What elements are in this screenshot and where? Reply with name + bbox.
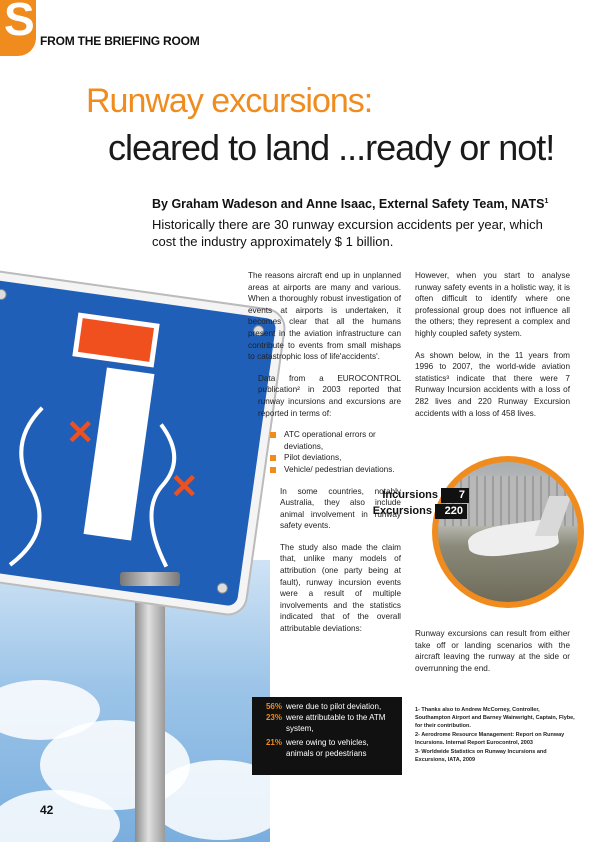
right-column (415, 270, 570, 429)
paragraph: In some countries, notably Australia, they also include animal involvement in runway safety events. (280, 486, 401, 531)
statistics-box (252, 697, 402, 775)
list-item: Pilot deviations, (270, 452, 401, 464)
page-number: 42 (40, 803, 54, 817)
title-line-1: Runway excursions: (86, 82, 373, 120)
right-column-continued (415, 628, 570, 684)
footnotes (415, 706, 575, 765)
stat-text: were due to pilot deviation, (286, 702, 382, 711)
incursions-label: Incursions (382, 489, 438, 501)
stat-row (252, 737, 396, 759)
stat-row (252, 712, 396, 734)
stat-text: were owing to vehicles, animals or pedestrians (286, 738, 369, 758)
cloud-shape (0, 790, 120, 860)
stat-percent: 21% (265, 738, 282, 747)
footnote: 3- Worldwide Statistics on Runway Incursions and Excursions, IATA, 2009 (415, 749, 547, 763)
byline-footnote-mark: 1 (544, 198, 549, 205)
crashed-aircraft-photo (432, 456, 584, 608)
sign-bracket (120, 572, 180, 586)
paragraph: Runway excursions can result from either take off or landing scenarios with the aircraft leaving the runway at the side or overrunning the end. (415, 629, 570, 673)
stat-percent: 23% (265, 713, 282, 722)
tab-letter: S (4, 0, 35, 45)
paragraph: As shown below, in the 11 years from 1996 to 2007, the world-wide aviation statistics³ indicate that there were 7 Runway Incursion accidents with a loss of 282 lives and 220 Runway Excursion accidents with a loss of 458 lives. (415, 350, 570, 418)
photo-image (438, 462, 578, 602)
bullet-list (248, 429, 401, 475)
footnote: 2- Aerodrome Resource Management: Report on Runway Incursions. Internal Report Eurocontrol, 2003 (415, 732, 565, 746)
byline-text: By Graham Wadeson and Anne Isaac, External Safety Team, NATS (152, 197, 545, 212)
excursions-count: 220 (435, 504, 467, 519)
stat-percent: 56% (265, 702, 282, 711)
section-label: FROM THE BRIEFING ROOM (40, 34, 200, 48)
byline (152, 198, 548, 211)
paragraph: Data from a EUROCONTROL publication² in 2003 reported that runway incursions and excursions are reported in terms of: (258, 373, 401, 418)
stat-row (252, 701, 396, 712)
incursions-count: 7 (441, 488, 469, 503)
footnote: 1- Thanks also to Andrew McCorney, Controller, Southampton Airport and Barney Wainwright, Captain, Flybe, for their contribution. (415, 707, 575, 729)
excursions-label: Excursions (372, 505, 432, 517)
paragraph: The reasons aircraft end up in unplanned areas at airports are many and various. When a thoroughly robust investigation of events at airports is undertaken, it becomes clear that all the humans present in the aviation infrastructure can contribute to events from small mishaps to catastrophic loss of life'accidents'. (248, 271, 401, 362)
incursions-callout (382, 488, 469, 503)
middle-column (248, 270, 401, 645)
cross-mark-icon: ✕ (66, 414, 95, 452)
list-item: ATC operational errors or deviations, (270, 429, 401, 452)
sign-pole (135, 570, 165, 842)
list-item: Vehicle/ pedestrian deviations. (270, 464, 401, 476)
paragraph: However, when you start to analyse runway safety events in a holistic way, it is often difficult to identify where one professional group does not influence all the others; they represent a complex and highly coupled safety system. (415, 271, 570, 338)
excursions-callout (372, 504, 467, 519)
stat-text: were attributable to the ATM system, (286, 713, 386, 733)
paragraph: The study also made the claim that, unlike many models of attribution (one party being at fault), runway incursion events were a result of multiple involvements and the statistics indicated that of the overall attributable deviations: (280, 542, 401, 634)
title-line-2: cleared to land ...ready or not! (108, 127, 555, 168)
intro-paragraph: Historically there are 30 runway excursion accidents per year, which cost the industry approximately $ 1 billion. (152, 217, 543, 249)
cross-mark-icon: ✕ (170, 468, 199, 506)
section-tab-logo (0, 0, 36, 56)
